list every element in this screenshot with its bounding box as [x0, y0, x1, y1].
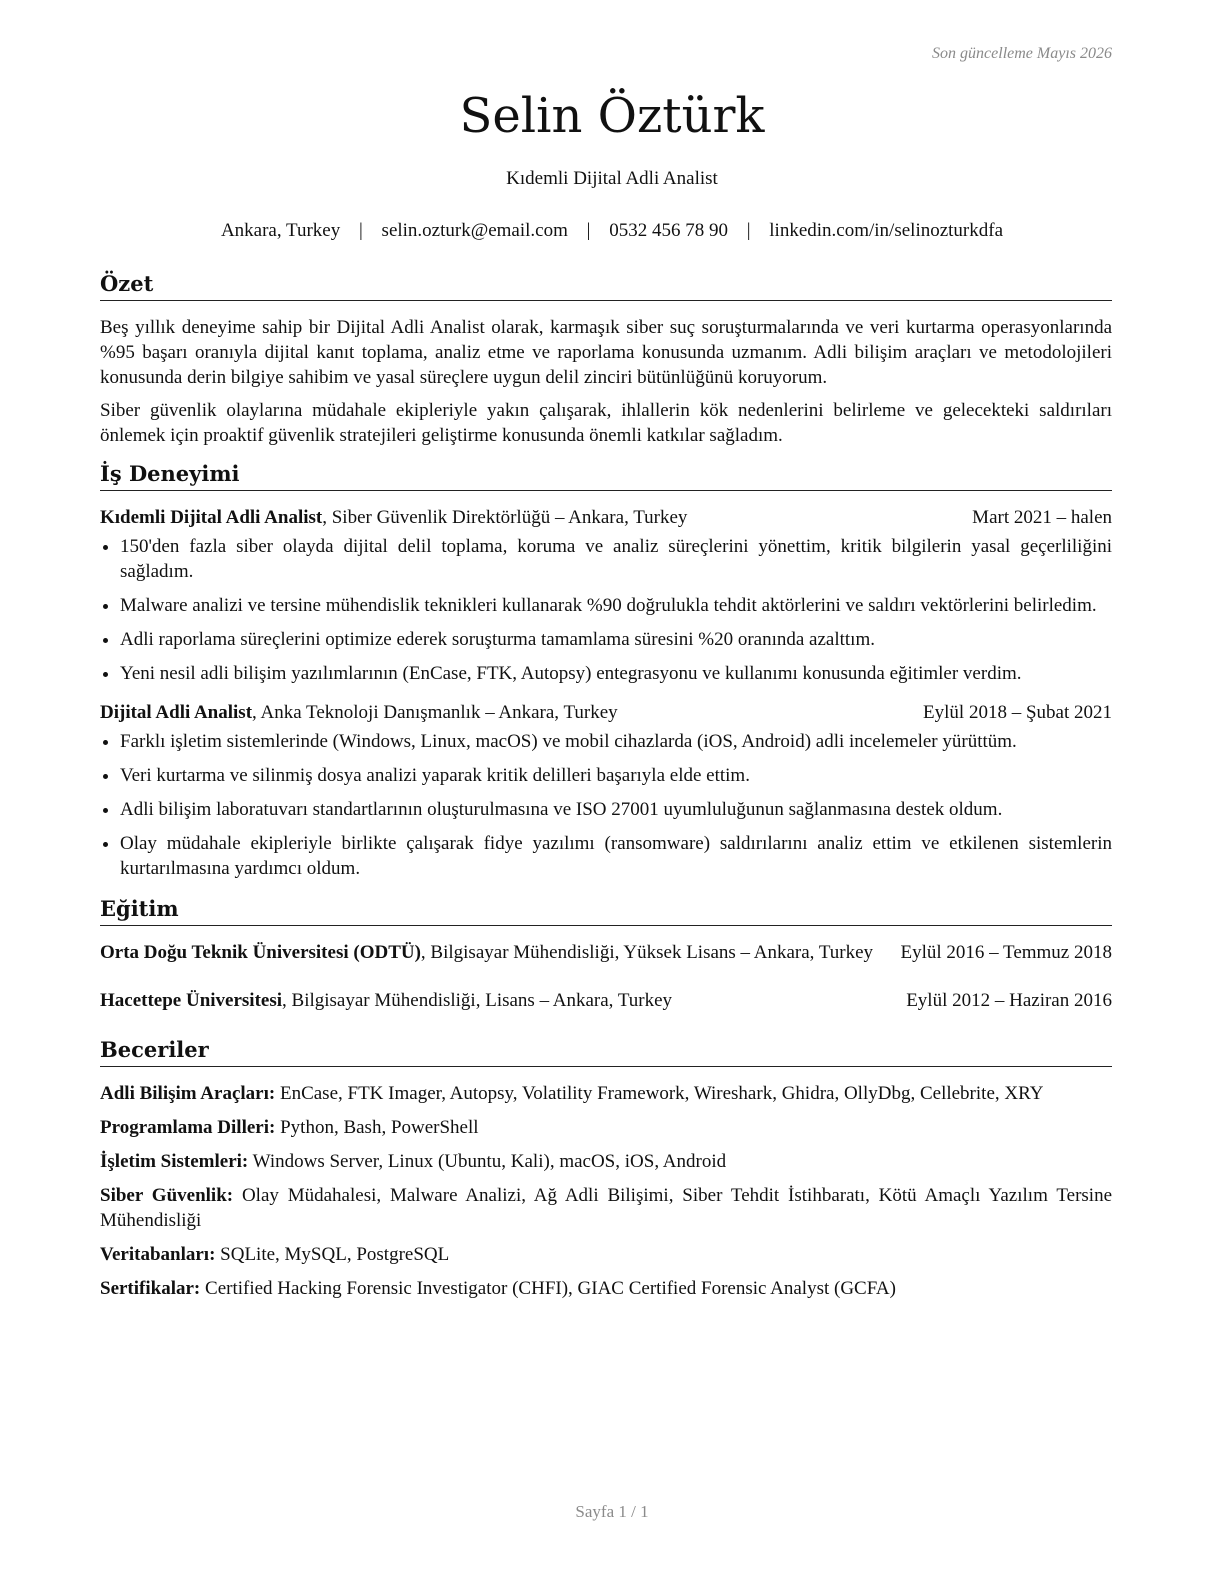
job-header [100, 700, 1112, 725]
job-dates: Eylül 2018 – Şubat 2021 [923, 702, 1112, 723]
job-role: Dijital Adli Analist [100, 702, 253, 723]
education-school-detail [100, 988, 906, 1013]
job-bullets [100, 729, 1112, 881]
page-number: Sayfa 1 / 1 [575, 1502, 649, 1521]
summary-section [100, 270, 1112, 448]
job-header [100, 505, 1112, 530]
job-org: , Siber Güvenlik Direktörlüğü – Ankara, Turkey [322, 507, 688, 528]
skill-value: Python, Bash, PowerShell [275, 1117, 479, 1138]
resume-content [100, 270, 1112, 1313]
skill-value: Windows Server, Linux (Ubuntu, Kali), macOS, iOS, Android [248, 1151, 727, 1172]
job-bullet: • 150'den fazla siber olayda dijital delil toplama, koruma ve analiz süreçlerini yönettim, kritik bilgilerin yasal geçerliliğini sağladım. [120, 534, 1112, 584]
job-role-org [100, 700, 618, 725]
skill-row [100, 1081, 1112, 1106]
job-role-org [100, 505, 687, 530]
education-entry [100, 940, 1112, 965]
job-role: Kıdemli Dijital Adli Analist [100, 507, 323, 528]
skills-heading: Beceriler [100, 1036, 1112, 1067]
job-bullet: • Adli raporlama süreçlerini optimize ederek soruşturma tamamlama süresini %20 oranında azalttım. [120, 627, 1112, 652]
education-detail: , Bilgisayar Mühendisliği, Lisans – Ankara, Turkey [282, 990, 673, 1011]
job-bullet: • Yeni nesil adli bilişim yazılımlarının (EnCase, FTK, Autopsy) entegrasyonu ve kullanımı konusunda eğitimler verdim. [120, 661, 1112, 686]
education-detail: , Bilgisayar Mühendisliği, Yüksek Lisans – Ankara, Turkey [420, 942, 874, 963]
education-section [100, 895, 1112, 1013]
education-school: Orta Doğu Teknik Üniversitesi (ODTÜ) [100, 942, 421, 963]
summary-heading: Özet [100, 270, 1112, 301]
education-heading: Eğitim [100, 895, 1112, 926]
candidate-name: Selin Öztürk [459, 88, 765, 144]
summary-paragraph: Siber güvenlik olaylarına müdahale ekipleriyle yakın çalışarak, ihlallerin kök nedenlerini belirleme ve gelecekteki saldırıları önlemek için proaktif güvenlik stratejileri geliştirme konusunda önemli katkılar sağladım. [100, 400, 1112, 446]
last-updated-note: Son güncelleme Mayıs 2026 [932, 45, 1112, 62]
contact-email[interactable]: selin.ozturk@email.com [381, 220, 568, 241]
education-school: Hacettepe Üniversitesi [100, 990, 283, 1011]
job-org: , Anka Teknoloji Danışmanlık – Ankara, Turkey [252, 702, 618, 723]
skill-label: Siber Güvenlik: [100, 1185, 234, 1206]
skill-row [100, 1183, 1112, 1233]
contact-location: Ankara, Turkey [220, 220, 341, 241]
contact-separator: | [746, 220, 751, 241]
skill-label: Programlama Dilleri: [100, 1117, 276, 1138]
job-bullets [100, 534, 1112, 686]
education-dates: Eylül 2012 – Haziran 2016 [906, 990, 1112, 1011]
skill-value: EnCase, FTK Imager, Autopsy, Volatility Framework, Wireshark, Ghidra, OllyDbg, Cellebrite, XRY [275, 1083, 1044, 1104]
job-bullet: • Olay müdahale ekipleriyle birlikte çalışarak fidye yazılımı (ransomware) saldırılarını analiz ettim ve etkilenen sistemlerin kurtarılmasına yardımcı oldum. [120, 831, 1112, 881]
candidate-title: Kıdemli Dijital Adli Analist [506, 168, 718, 189]
job-dates: Mart 2021 – halen [972, 507, 1112, 528]
skill-label: Sertifikalar: [100, 1278, 201, 1299]
job-bullet: • Malware analizi ve tersine mühendislik teknikleri kullanarak %90 doğrulukla tehdit aktörlerini ve saldırı vektörlerini belirledim. [120, 593, 1112, 618]
job-bullet: • Adli bilişim laboratuvarı standartlarının oluşturulmasına ve ISO 27001 uyumluluğunun sağlanmasına destek oldum. [120, 797, 1112, 822]
contact-linkedin[interactable]: linkedin.com/in/selinozturkdfa [769, 220, 1004, 241]
contact-separator: | [586, 220, 591, 241]
job-bullet: • Veri kurtarma ve silinmiş dosya analizi yaparak kritik delilleri başarıyla elde ettim. [120, 763, 1112, 788]
skill-label: Adli Bilişim Araçları: [100, 1083, 276, 1104]
skill-value: Olay Müdahalesi, Malware Analizi, Ağ Adli Bilişimi, Siber Tehdit İstihbaratı, Kötü Amaçlı Yazılım Tersine Mühendisliği [100, 1185, 1113, 1231]
contact-phone: 0532 456 78 90 [609, 220, 728, 241]
skill-row [100, 1149, 1112, 1174]
skill-value: SQLite, MySQL, PostgreSQL [215, 1244, 450, 1265]
skill-row [100, 1242, 1112, 1267]
skill-row [100, 1115, 1112, 1140]
skill-value: Certified Hacking Forensic Investigator (CHFI), GIAC Certified Forensic Analyst (GCFA) [200, 1278, 896, 1299]
job-entry [100, 700, 1112, 881]
contact-line [0, 220, 1224, 242]
summary-paragraph: Beş yıllık deneyime sahip bir Dijital Adli Analist olarak, karmaşık siber suç soruşturmalarında ve veri kurtarma operasyonlarında %95 başarı oranıyla dijital kanıt toplama, analiz etme ve raporlama konusunda uzmanım. Adli bilişim araçları ve metodolojileri konusunda derin bilgiye sahibim ve yasal süreçlere uygun delil zinciri bütünlüğünü koruyorum. [100, 317, 1112, 388]
skill-row [100, 1276, 1112, 1301]
education-school-detail [100, 940, 900, 965]
job-bullet: • Farklı işletim sistemlerinde (Windows, Linux, macOS) ve mobil cihazlarda (iOS, Android) adli incelemeler yürüttüm. [120, 729, 1112, 754]
skills-section [100, 1036, 1112, 1301]
education-dates: Eylül 2016 – Temmuz 2018 [900, 942, 1112, 963]
education-entry [100, 988, 1112, 1013]
experience-section [100, 460, 1112, 881]
contact-separator: | [358, 220, 363, 241]
experience-heading: İş Deneyimi [100, 460, 1112, 491]
skill-label: İşletim Sistemleri: [100, 1151, 249, 1172]
skill-label: Veritabanları: [100, 1244, 216, 1265]
job-entry [100, 505, 1112, 686]
